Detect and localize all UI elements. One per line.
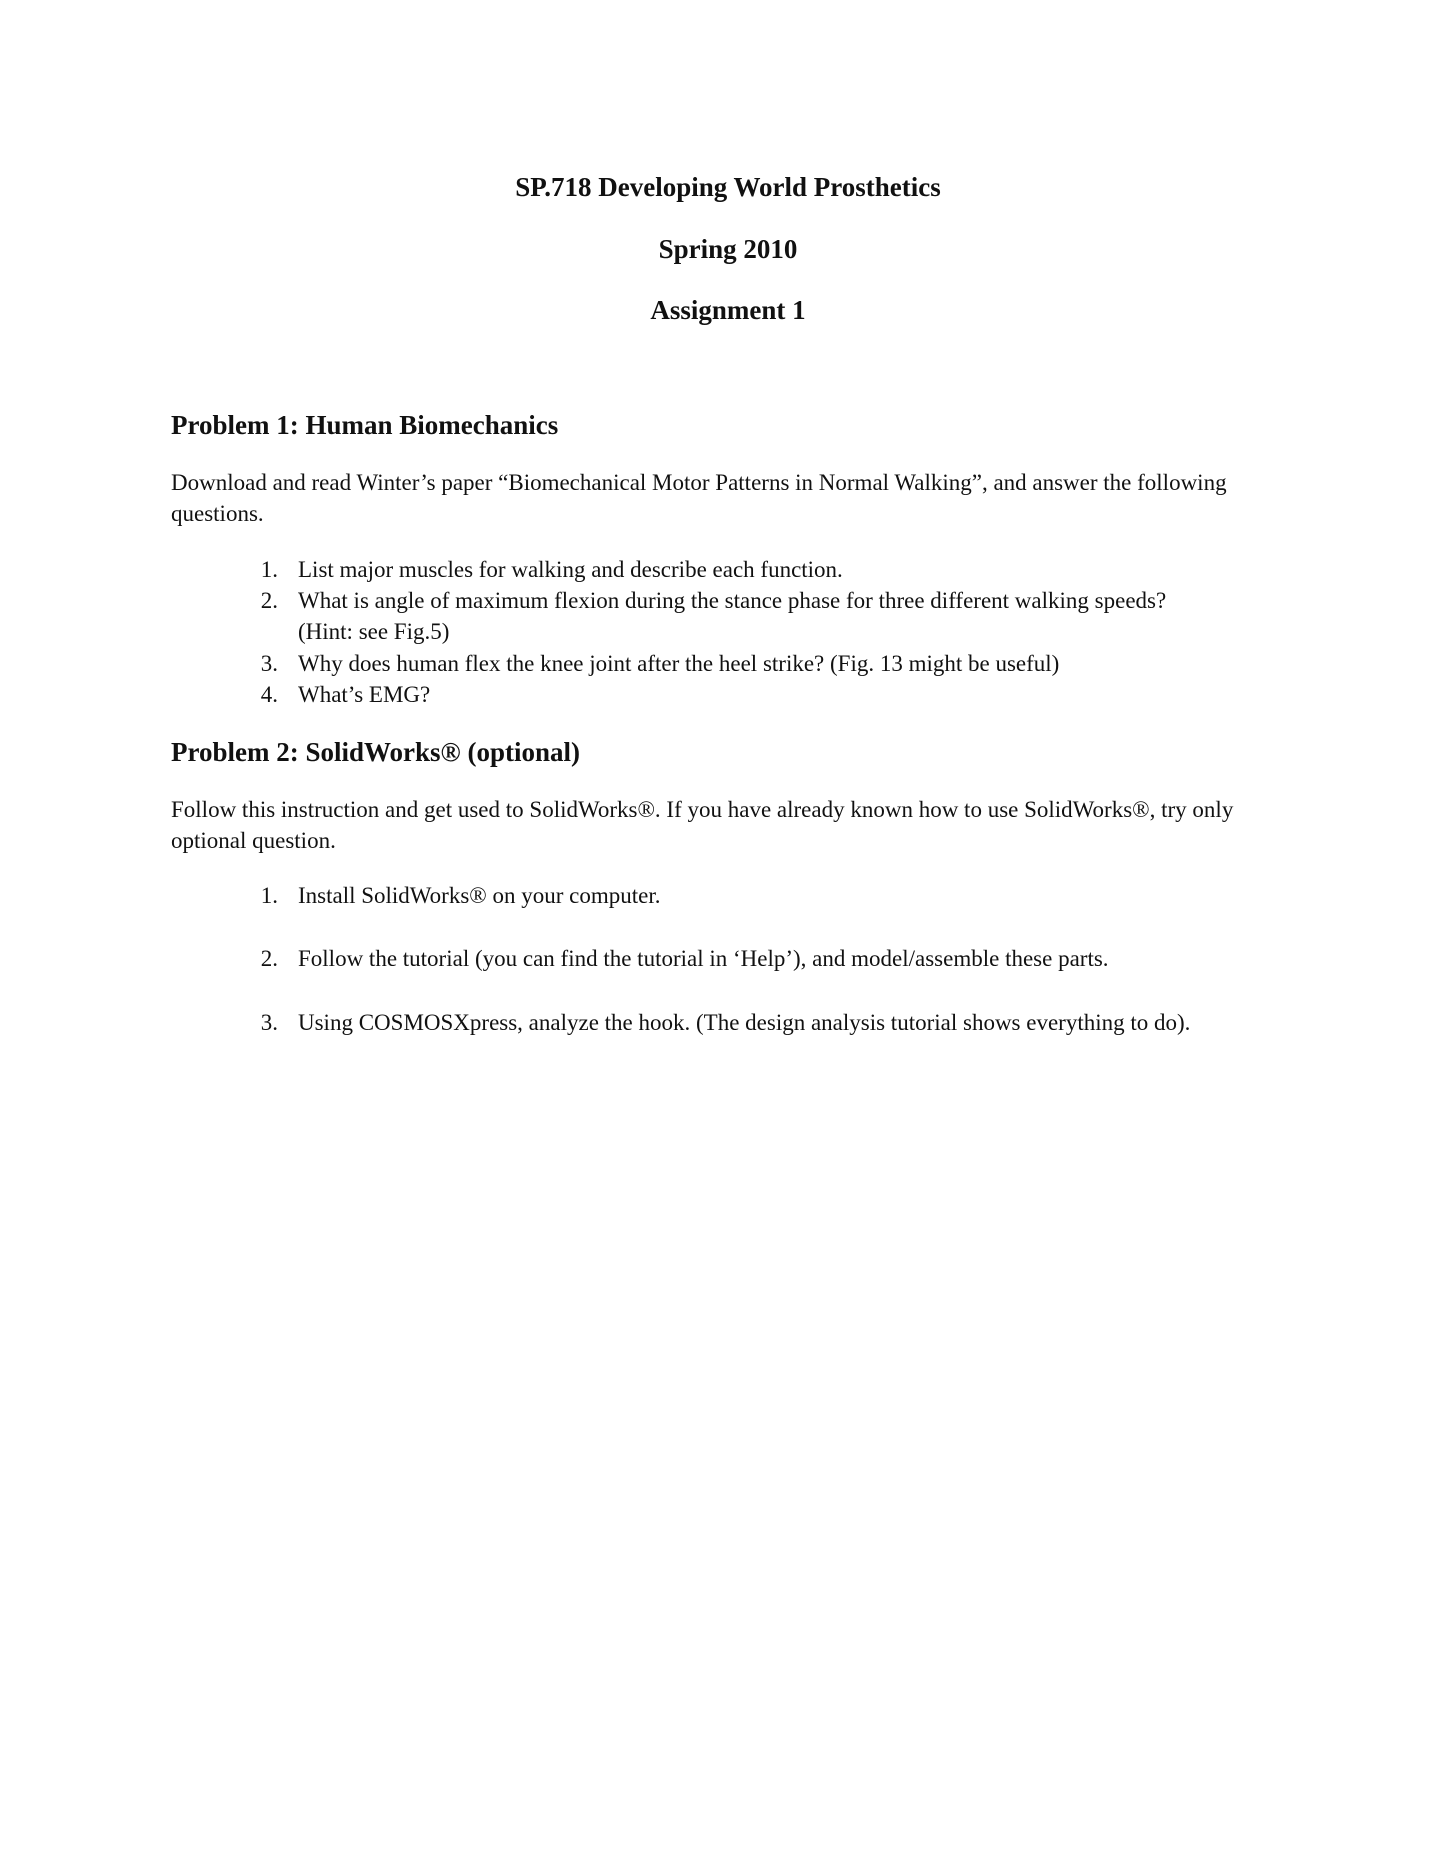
item-number: 2. xyxy=(260,588,278,613)
course-title: SP.718 Developing World Prosthetics xyxy=(515,172,941,202)
item-text: What’s EMG? xyxy=(298,682,431,707)
item-number: 1. xyxy=(260,557,278,582)
item-number: 1. xyxy=(260,883,278,908)
item-text-continued: (Hint: see Fig.5) xyxy=(298,619,450,644)
item-text: Using COSMOSXpress, analyze the hook. (The design analysis tutorial shows everything to do). xyxy=(298,1010,1191,1035)
problem1-heading: Problem 1: Human Biomechanics xyxy=(171,410,559,440)
assignment-title: Assignment 1 xyxy=(650,295,806,325)
item-text: Why does human flex the knee joint after the heel strike? (Fig. 13 might be useful) xyxy=(298,651,1060,676)
item-number: 4. xyxy=(260,682,278,707)
item-number: 2. xyxy=(260,946,278,971)
problem1-intro: Download and read Winter’s paper “Biomechanical Motor Patterns in Normal Walking”, and answer the following questions. xyxy=(171,470,1227,526)
item-text: List major muscles for walking and describe each function. xyxy=(298,557,843,582)
problem2-heading: Problem 2: SolidWorks® (optional) xyxy=(171,737,580,767)
term-title: Spring 2010 xyxy=(658,234,798,264)
item-text: Install SolidWorks® on your computer. xyxy=(298,883,661,908)
item-number: 3. xyxy=(260,651,278,676)
problem2-intro: Follow this instruction and get used to SolidWorks®. If you have already known how to use SolidWorks®, try only optional question. xyxy=(171,797,1234,853)
item-text: What is angle of maximum flexion during the stance phase for three different walking speeds? xyxy=(298,588,1167,613)
item-number: 3. xyxy=(260,1010,278,1035)
item-text: Follow the tutorial (you can find the tutorial in ‘Help’), and model/assemble these parts. xyxy=(298,946,1109,971)
